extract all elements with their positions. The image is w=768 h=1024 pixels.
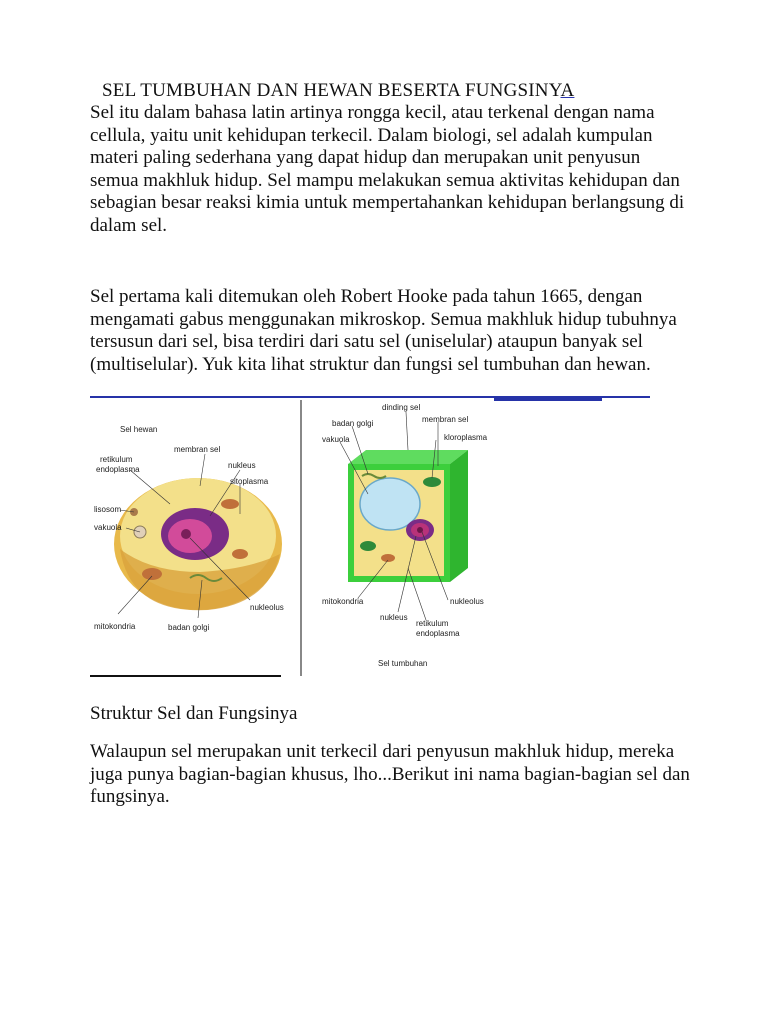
chloroplast-1 (423, 477, 441, 487)
label-sitoplasma: sitoplasma (230, 477, 269, 486)
label-membran-sel: membran sel (174, 445, 221, 454)
cell-wall-top (348, 450, 468, 464)
label-lisosom: lisosom (94, 505, 122, 514)
label-badan-golgi: badan golgi (332, 419, 374, 428)
section-heading: Struktur Sel dan Fungsinya (90, 703, 298, 724)
label-endoplasma: endoplasma (96, 465, 140, 474)
label-retikulum: retikulum (416, 619, 449, 628)
cell-wall-side (450, 450, 468, 582)
plant-cell-figure (318, 398, 508, 670)
structure-paragraph: Walaupun sel merupakan unit terkecil dari penyusun makhluk hidup, mereka juga punya bagian-bagian khusus, lho...Berikut ini nama bagian-bagian sel dan fungsinya. (90, 741, 690, 808)
label-nukleolus: nukleolus (250, 603, 284, 612)
label-retikulum: retikulum (100, 455, 133, 464)
label-vakuola: vakuola (322, 435, 350, 444)
page-title-main: SEL TUMBUHAN DAN HEWAN BESERTA FUNGSINY (102, 80, 561, 101)
mitochondrion-1 (221, 499, 239, 509)
label-badan-golgi: badan golgi (168, 623, 210, 632)
label-nukleus: nukleus (380, 613, 408, 622)
label-endoplasma: endoplasma (416, 629, 460, 638)
plant-cell-diagram (318, 398, 508, 670)
history-paragraph: Sel pertama kali ditemukan oleh Robert Hooke pada tahun 1665, dengan mengamati gabus menggunakan mikroskop. Semua makhluk hidup tubuhnya tersusun dari sel, bisa terdiri dari satu sel (uniselular) ataupun banyak sel (multiselular). Yuk kita lihat struktur dan fungsi sel tumbuhan dan hewan. (90, 286, 677, 375)
black-divider (90, 675, 281, 677)
intro-paragraph: Sel itu dalam bahasa latin artinya rongga kecil, atau terkenal dengan nama cellula, yaitu unit kehidupan terkecil. Dalam biologi, sel adalah kumpulan materi paling sederhana yang dapat hidup dan merupakan unit penyusun semua makhluk hidup. Sel mampu melakukan semua aktivitas kehidupan dan sebagian besar reaksi kimia untuk mempertahankan kehidupan berlangsung di dalam sel. (90, 102, 685, 236)
plant-caption: Sel tumbuhan (378, 659, 428, 668)
label-nukleolus: nukleolus (450, 597, 484, 606)
label-kloroplasma: kloroplasma (444, 433, 488, 442)
label-nukleus: nukleus (228, 461, 256, 470)
mitochondrion (381, 554, 395, 562)
mitochondrion-2 (142, 568, 162, 580)
figure-divider (300, 400, 302, 676)
page-title-tail: A (560, 80, 575, 101)
label-mitokondria: mitokondria (322, 597, 364, 606)
label-membran-sel: membran sel (422, 415, 469, 424)
animal-cell-figure (90, 404, 298, 644)
page-title (102, 80, 574, 102)
label-dinding-sel: dinding sel (382, 403, 421, 412)
label-vakuola: vakuola (94, 523, 122, 532)
mitochondrion-3 (232, 549, 248, 559)
nucleolus (181, 529, 191, 539)
blue-divider-accent (494, 398, 602, 401)
chloroplast-2 (360, 541, 376, 551)
animal-caption: Sel hewan (120, 425, 158, 434)
animal-cell-diagram (90, 404, 298, 644)
label-mitokondria: mitokondria (94, 622, 136, 631)
